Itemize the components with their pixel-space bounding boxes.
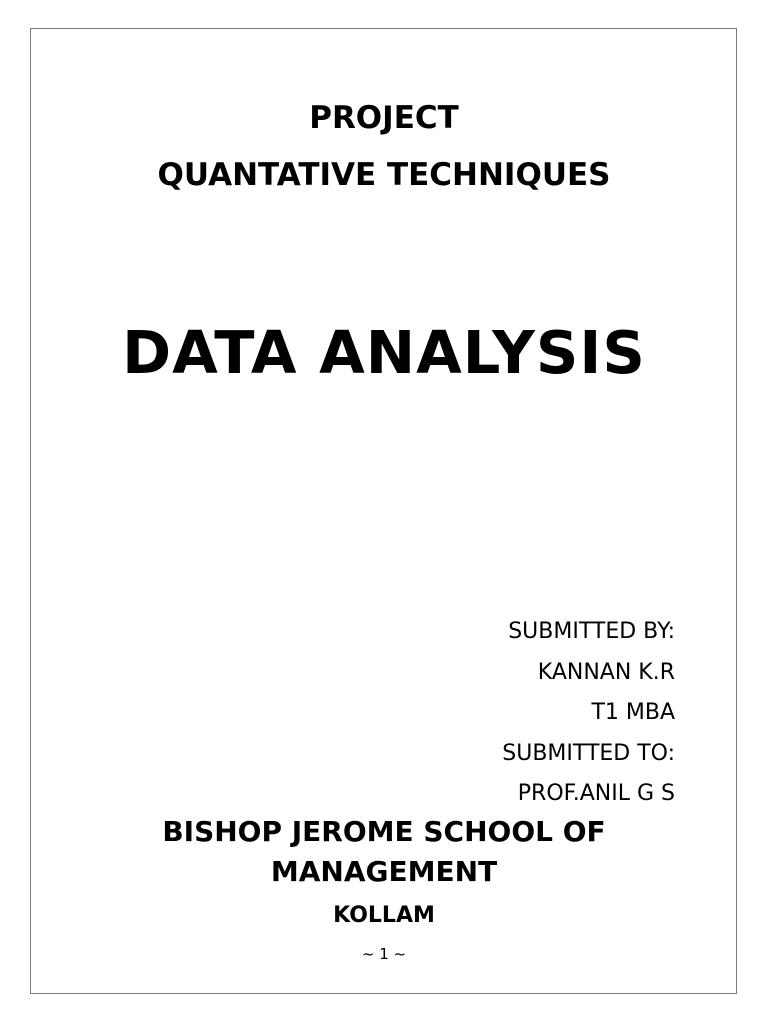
submitted-by-label: SUBMITTED BY: xyxy=(508,619,675,644)
institution-name xyxy=(0,812,768,892)
document-title: DATA ANALYSIS xyxy=(122,318,646,387)
submission-details xyxy=(502,612,675,815)
institution-city: KOLLAM xyxy=(333,903,435,928)
submitted-to-label: SUBMITTED TO: xyxy=(502,740,675,766)
heading-project: PROJECT xyxy=(309,100,459,136)
institution-line-2: MANAGEMENT xyxy=(270,855,498,888)
heading-subject: QUANTATIVE TECHNIQUES xyxy=(157,157,611,193)
institution-line-1: BISHOP JEROME SCHOOL OF xyxy=(162,815,606,848)
student-name: KANNAN K.R xyxy=(537,659,675,685)
professor-name: PROF.ANIL G S xyxy=(517,781,675,806)
page-number: ~ 1 ~ xyxy=(361,945,407,963)
student-class: T1 MBA xyxy=(591,700,675,725)
